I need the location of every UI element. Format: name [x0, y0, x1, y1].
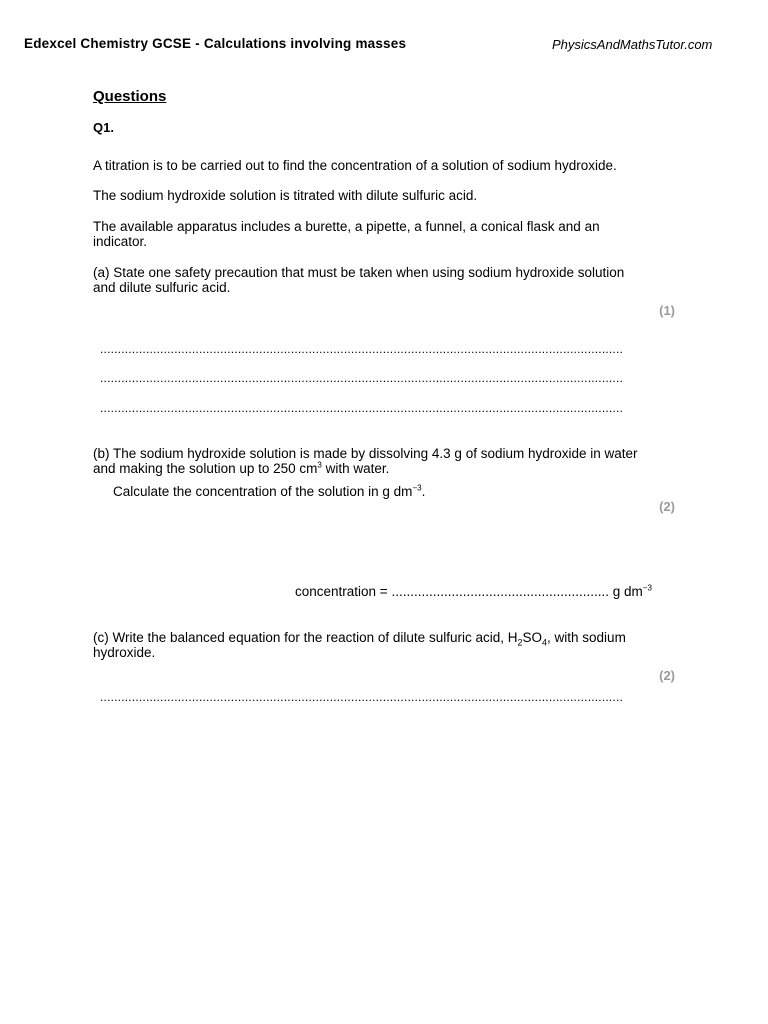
- part-b-marks: (2): [659, 499, 675, 514]
- intro-line-4: indicator.: [93, 234, 148, 249]
- header-source: PhysicsAndMathsTutor.com: [552, 37, 713, 52]
- answer-line-c-1[interactable]: ....................................................................................................................................................: [100, 690, 624, 704]
- intro-line-1: A titration is to be carried out to find the concentration of a solution of sodium hydroxide.: [93, 158, 617, 173]
- answer-line-a-1[interactable]: ....................................................................................................................................................: [100, 342, 624, 356]
- part-a-line-2: and dilute sulfuric acid.: [93, 280, 231, 295]
- part-c-line-1: (c) Write the balanced equation for the reaction of dilute sulfuric acid, $H_2SO_4$, with sodium: [93, 630, 626, 648]
- answer-line-a-2[interactable]: ....................................................................................................................................................: [100, 371, 624, 385]
- intro-line-3: The available apparatus includes a burette, a pipette, a funnel, a conical flask and an: [93, 219, 600, 234]
- part-a-marks: (1): [659, 303, 675, 318]
- question-number: Q1.: [93, 120, 114, 135]
- header-title: Edexcel Chemistry GCSE - Calculations involving masses: [24, 36, 407, 51]
- part-b-line-3: Calculate the concentration of the solution in g $dm^{-3}$.: [113, 483, 426, 499]
- section-heading: Questions: [93, 88, 167, 105]
- part-c-marks: (2): [659, 668, 675, 683]
- part-a-line-1: (a) State one safety precaution that must be taken when using sodium hydroxide solution: [93, 265, 625, 280]
- concentration-dots[interactable]: ..........................................................: [391, 584, 609, 599]
- intro-line-2: The sodium hydroxide solution is titrated with dilute sulfuric acid.: [93, 188, 478, 203]
- concentration-answer[interactable]: concentration = .......................................................... g $dm^{-3}$: [295, 583, 652, 599]
- answer-line-a-3[interactable]: ....................................................................................................................................................: [100, 401, 624, 415]
- part-b-line-2: and making the solution up to 250 $cm^3$ with water.: [93, 460, 390, 476]
- part-c-line-2: hydroxide.: [93, 645, 156, 660]
- part-b-line-1: (b) The sodium hydroxide solution is made by dissolving 4.3 g of sodium hydroxide in water: [93, 446, 638, 461]
